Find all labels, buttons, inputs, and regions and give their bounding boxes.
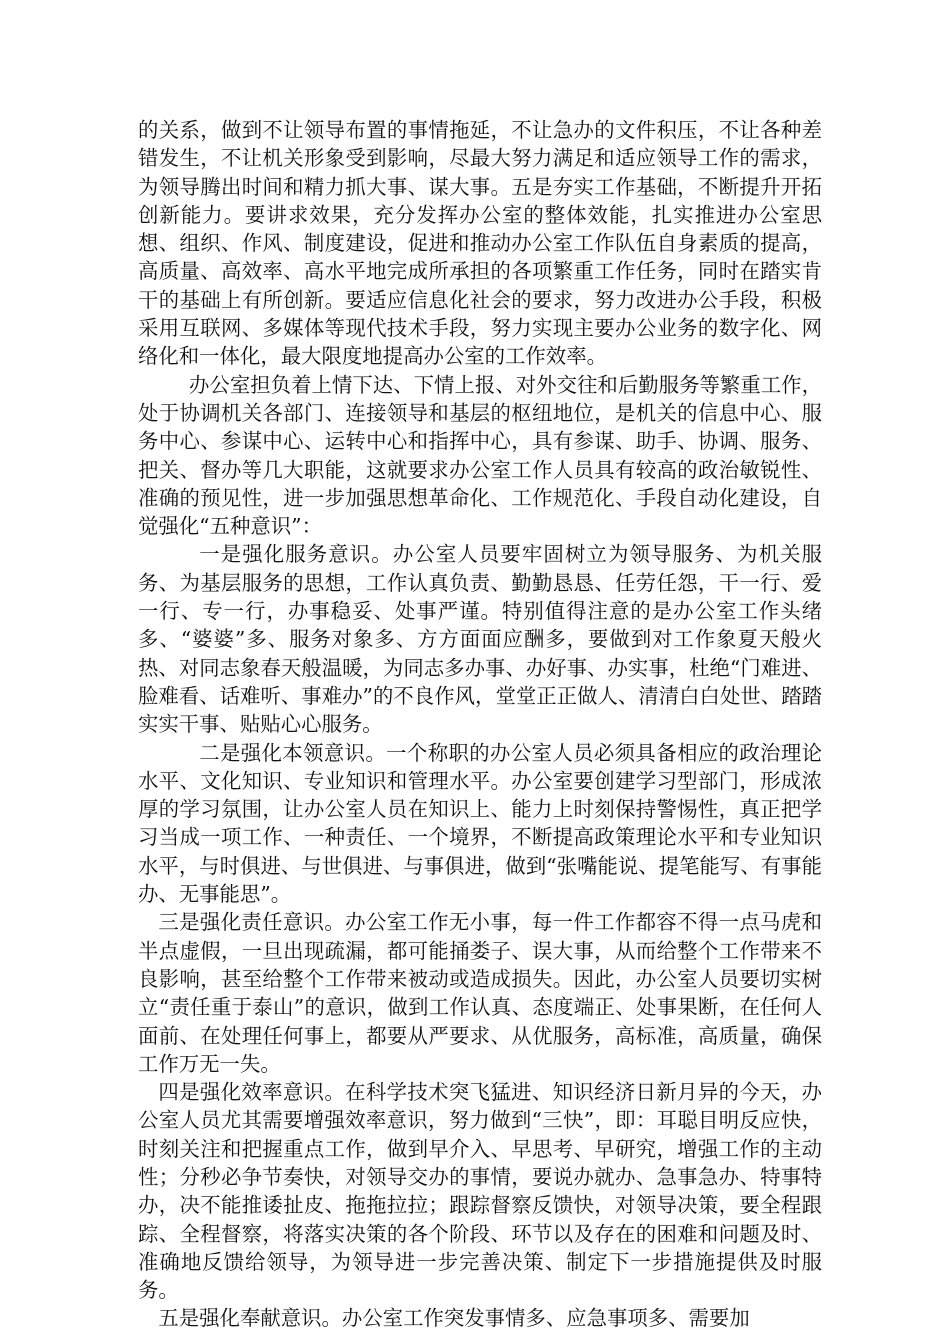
document-page <box>138 116 822 1333</box>
paragraph-dedication-awareness: 五是强化奉献意识。办公室工作突发事情多、应急事项多、需要加 <box>158 1306 750 1331</box>
paragraph-skill-awareness: 二是强化本领意识。一个称职的办公室人员必须具备相应的政治理论水平、文化知识、专业知识和管理水平。办公室要创建学习型部门，形成浓厚的学习氛围，让办公室人员在知识上、能力上时刻保持警惕性，真正把学习当成一项工作、一种责任、一个境界，不断提高政策理论水平和专业知识水平，与时俱进、与世俱进、与事俱进，做到“张嘴能说、提笔能写、有事能办、无事能思”。 <box>138 740 822 907</box>
paragraph-office-duties: 办公室担负着上情下达、下情上报、对外交往和后勤服务等繁重工作，处于协调机关各部门、连接领导和基层的枢纽地位，是机关的信息中心、服务中心、参谋中心、运转中心和指挥中心，具有参谋、助手、协调、服务、把关、督办等几大职能，这就要求办公室工作人员具有较高的政治敏锐性、准确的预见性，进一步加强思想革命化、工作规范化、手段自动化建设，自觉强化“五种意识”： <box>138 372 822 539</box>
paragraph-continuation: 的关系，做到不让领导布置的事情拖延，不让急办的文件积压，不让各种差错发生，不让机关形象受到影响，尽最大努力满足和适应领导工作的需求，为领导腾出时间和精力抓大事、谋大事。五是夯实工作基础，不断提升开拓创新能力。要讲求效果，充分发挥办公室的整体效能，扎实推进办公室思想、组织、作风、制度建设，促进和推动办公室工作队伍自身素质的提高，高质量、高效率、高水平地完成所承担的各项繁重工作任务，同时在踏实肯干的基础上有所创新。要适应信息化社会的要求，努力改进办公手段，积极采用互联网、多媒体等现代技术手段，努力实现主要办公业务的数字化、网络化和一体化，最大限度地提高办公室的工作效率。 <box>138 118 822 369</box>
paragraph-service-awareness: 一是强化服务意识。办公室人员要牢固树立为领导服务、为机关服务、为基层服务的思想，工作认真负责、勤勤恳恳、任劳任怨，干一行、爱一行、专一行，办事稳妥、处事严谨。特别值得注意的是办公室工作头绪多、“婆婆”多、服务对象多、方方面面应酬多，要做到对工作象夏天般火热、对同志象春天般温暖，为同志多办事、办好事、办实事，杜绝“门难进、脸难看、话难听、事难办”的不良作风，堂堂正正做人、清清白白处世、踏踏实实干事、贴贴心心服务。 <box>138 542 822 737</box>
paragraph-responsibility-awareness: 三是强化责任意识。办公室工作无小事，每一件工作都容不得一点马虎和半点虚假，一旦出现疏漏，都可能捅娄子、误大事，从而给整个工作带来不良影响，甚至给整个工作带来被动或造成损失。因此，办公室人员要切实树立“责任重于泰山”的意识，做到工作认真、态度端正、处事果断，在任何人面前、在处理任何事上，都要从严要求、从优服务，高标准，高质量，确保工作万无一失。 <box>138 910 822 1076</box>
paragraph-efficiency-awareness: 四是强化效率意识。在科学技术突飞猛进、知识经济日新月异的今天，办公室人员尤其需要增强效率意识，努力做到“三快”，即：耳聪目明反应快，时刻关注和把握重点工作，做到早介入、早思考、早研究，增强工作的主动性；分秒必争节奏快，对领导交办的事情，要说办就办、急事急办、特事特办，决不能推诿扯皮、拖拖拉拉；跟踪督察反馈快，对领导决策，要全程跟踪、全程督察，将落实决策的各个阶段、环节以及存在的困难和问题及时、准确地反馈给领导，为领导进一步完善决策、制定下一步措施提供及时服务。 <box>138 1080 822 1303</box>
